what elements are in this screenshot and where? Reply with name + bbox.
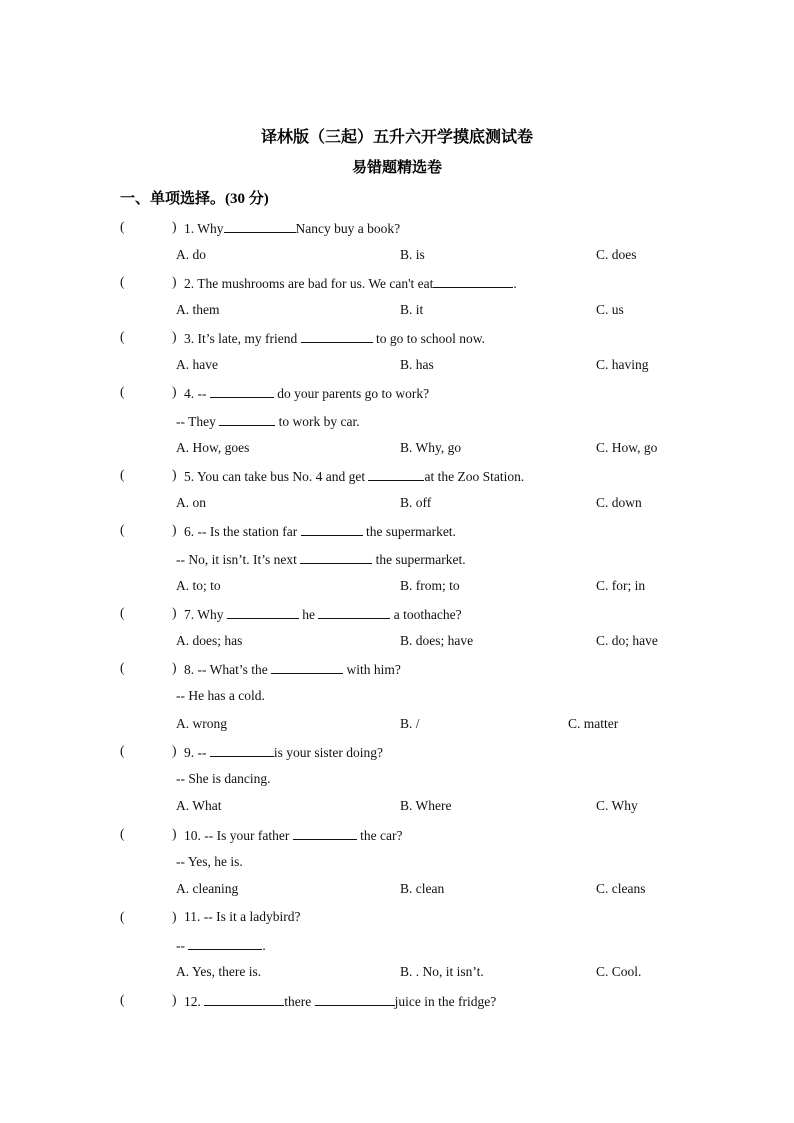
question-text-part: 5. You can take bus No. 4 and get [184, 469, 369, 484]
question-2 [0, 274, 794, 294]
question-text-part: 7. Why [184, 607, 227, 622]
options-row [0, 440, 794, 460]
question-text [184, 605, 462, 623]
option-c: C. matter [568, 716, 619, 731]
answer-blank [210, 384, 274, 398]
question-text-part: 4. -- [184, 386, 210, 401]
section-heading: 一、单项选择。(30 分) [120, 191, 269, 207]
reply-text: -- He has a cold. [176, 688, 265, 703]
question-text-part: -- They [176, 414, 220, 429]
question-text-part: 8. -- What’s the [184, 662, 272, 677]
question-text-part: a toothache? [390, 607, 462, 622]
question-text-part: . [262, 938, 266, 953]
question-text-part: -- [176, 938, 189, 953]
option-a: A. have [176, 357, 218, 372]
question-text-part: market. [415, 524, 456, 539]
option-b: B. . No, it isn’t. [400, 964, 484, 979]
question-text-part: 1. Why [184, 221, 224, 236]
reply-text [176, 412, 360, 430]
question-4-reply [0, 412, 794, 432]
answer-blank [433, 274, 513, 288]
option-a: A. What [176, 798, 222, 813]
question-11-reply [0, 936, 794, 956]
question-text-part: 3. It’s late, my friend [184, 331, 301, 346]
option-b: B. Why, go [400, 440, 462, 455]
question-text-part: -- No, it isn’t. It’s next [176, 552, 301, 567]
option-c: C. How, go [596, 440, 658, 455]
answer-paren-open: ( [120, 274, 125, 289]
answer-blank [188, 936, 262, 950]
answer-paren-open: ( [120, 467, 125, 482]
question-text-part: there [284, 994, 315, 1009]
options-row [0, 633, 794, 653]
question-text [184, 522, 456, 540]
reply-text: -- Yes, he is. [176, 854, 243, 869]
answer-paren-close: ) [172, 605, 177, 620]
answer-blank [210, 743, 274, 757]
question-text [184, 329, 485, 347]
question-1 [0, 219, 794, 239]
answer-blank [315, 992, 395, 1006]
question-text-part: at the Zoo Station. [424, 469, 525, 484]
answer-paren-open: ( [120, 660, 125, 675]
answer-paren-open: ( [120, 384, 125, 399]
exam-subtitle: 易错题精选卷 [351, 160, 442, 176]
answer-blank [204, 992, 284, 1006]
question-7 [0, 605, 794, 625]
answer-paren-close: ) [172, 909, 177, 924]
options-row [0, 578, 794, 598]
option-a: A. wrong [176, 716, 227, 731]
answer-blank [318, 605, 390, 619]
answer-paren-close: ) [172, 660, 177, 675]
exam-title: 译林版（三起）五升六开学摸底测试卷 [260, 129, 533, 146]
option-b: B. is [400, 247, 425, 262]
reply-text [176, 550, 466, 568]
options-row [0, 964, 794, 984]
question-8 [0, 660, 794, 680]
question-text-part: to work by car. [275, 414, 360, 429]
option-b: B. it [400, 302, 424, 317]
option-b: B. does; have [400, 633, 474, 648]
question-text [184, 384, 429, 402]
option-b: B. Where [400, 798, 452, 813]
question-text [184, 274, 517, 292]
option-c: C. do; have [596, 633, 658, 648]
answer-paren-open: ( [120, 826, 125, 841]
option-c: C. Cool. [596, 964, 642, 979]
question-text-part: . [513, 276, 517, 291]
options-row [0, 716, 794, 736]
option-a: A. them [176, 302, 220, 317]
answer-blank [301, 329, 373, 343]
option-a: A. How, goes [176, 440, 250, 455]
question-text-part: he [298, 607, 319, 622]
question-text-part: 9. -- [184, 745, 210, 760]
question-text-part: the supermarket. [372, 552, 466, 567]
options-row [0, 495, 794, 515]
question-6 [0, 522, 794, 542]
question-9 [0, 743, 794, 763]
option-b: B. off [400, 495, 432, 510]
option-c: C. Why [596, 798, 638, 813]
question-text-part: the super [362, 524, 416, 539]
options-row [0, 881, 794, 901]
answer-paren-close: ) [172, 992, 177, 1007]
question-text-part: 2. The mushrooms are bad for us. We can't eat [184, 276, 434, 291]
question-10 [0, 826, 794, 846]
answer-paren-open: ( [120, 219, 125, 234]
answer-blank [300, 550, 372, 564]
question-text-part: juice in the fridge? [394, 994, 497, 1009]
question-text-part: with him? [343, 662, 401, 677]
option-a: A. cleaning [176, 881, 239, 896]
answer-paren-open: ( [120, 992, 125, 1007]
answer-paren-close: ) [172, 743, 177, 758]
option-c: C. down [596, 495, 642, 510]
answer-blank [301, 522, 363, 536]
answer-paren-close: ) [172, 219, 177, 234]
question-text-part: 10. -- Is your father [184, 828, 293, 843]
answer-paren-close: ) [172, 826, 177, 841]
question-text: 11. -- Is it a ladybird? [184, 909, 301, 924]
question-9-reply [0, 771, 794, 791]
option-c: C. cleans [596, 881, 646, 896]
question-text-part: 6. -- Is the station far [184, 524, 301, 539]
option-a: A. do [176, 247, 206, 262]
answer-blank [224, 219, 296, 233]
option-c: C. does [596, 247, 637, 262]
answer-paren-close: ) [172, 274, 177, 289]
options-row [0, 798, 794, 818]
question-text-part: the car? [356, 828, 403, 843]
question-11 [0, 909, 794, 929]
options-row [0, 357, 794, 377]
question-6-reply [0, 550, 794, 570]
question-text-part: do your parents go to work? [273, 386, 430, 401]
question-text [184, 219, 400, 237]
question-text [184, 467, 524, 485]
question-text [184, 992, 496, 1010]
option-c: C. for; in [596, 578, 646, 593]
options-row [0, 302, 794, 322]
answer-paren-open: ( [120, 605, 125, 620]
question-text [184, 826, 402, 844]
option-b: B. clean [400, 881, 445, 896]
option-b: B. / [400, 716, 420, 731]
option-a: A. to; to [176, 578, 221, 593]
answer-blank [368, 467, 424, 481]
question-5 [0, 467, 794, 487]
answer-paren-open: ( [120, 329, 125, 344]
answer-blank [271, 660, 343, 674]
answer-paren-close: ) [172, 384, 177, 399]
question-text-part: 12. [184, 994, 205, 1009]
answer-paren-open: ( [120, 909, 125, 924]
reply-text [176, 936, 266, 954]
answer-paren-open: ( [120, 743, 125, 758]
option-b: B. has [400, 357, 434, 372]
question-text-part: to go to school now. [372, 331, 485, 346]
options-row [0, 247, 794, 267]
option-b: B. from; to [400, 578, 460, 593]
question-text-part: is your sister doing? [273, 745, 383, 760]
question-12 [0, 992, 794, 1012]
answer-paren-close: ) [172, 522, 177, 537]
reply-text: -- She is dancing. [176, 771, 271, 786]
option-a: A. does; has [176, 633, 243, 648]
question-10-reply [0, 854, 794, 874]
question-3 [0, 329, 794, 349]
answer-blank [293, 826, 357, 840]
answer-blank [227, 605, 299, 619]
question-text [184, 743, 383, 761]
question-4 [0, 384, 794, 404]
option-a: A. Yes, there is. [176, 964, 262, 979]
option-a: A. on [176, 495, 206, 510]
option-c: C. us [596, 302, 624, 317]
question-text [184, 660, 401, 678]
option-c: C. having [596, 357, 649, 372]
answer-paren-open: ( [120, 522, 125, 537]
answer-paren-close: ) [172, 467, 177, 482]
answer-blank [219, 412, 275, 426]
answer-paren-close: ) [172, 329, 177, 344]
question-8-reply [0, 688, 794, 708]
question-text-part: Nancy buy a book? [295, 221, 401, 236]
